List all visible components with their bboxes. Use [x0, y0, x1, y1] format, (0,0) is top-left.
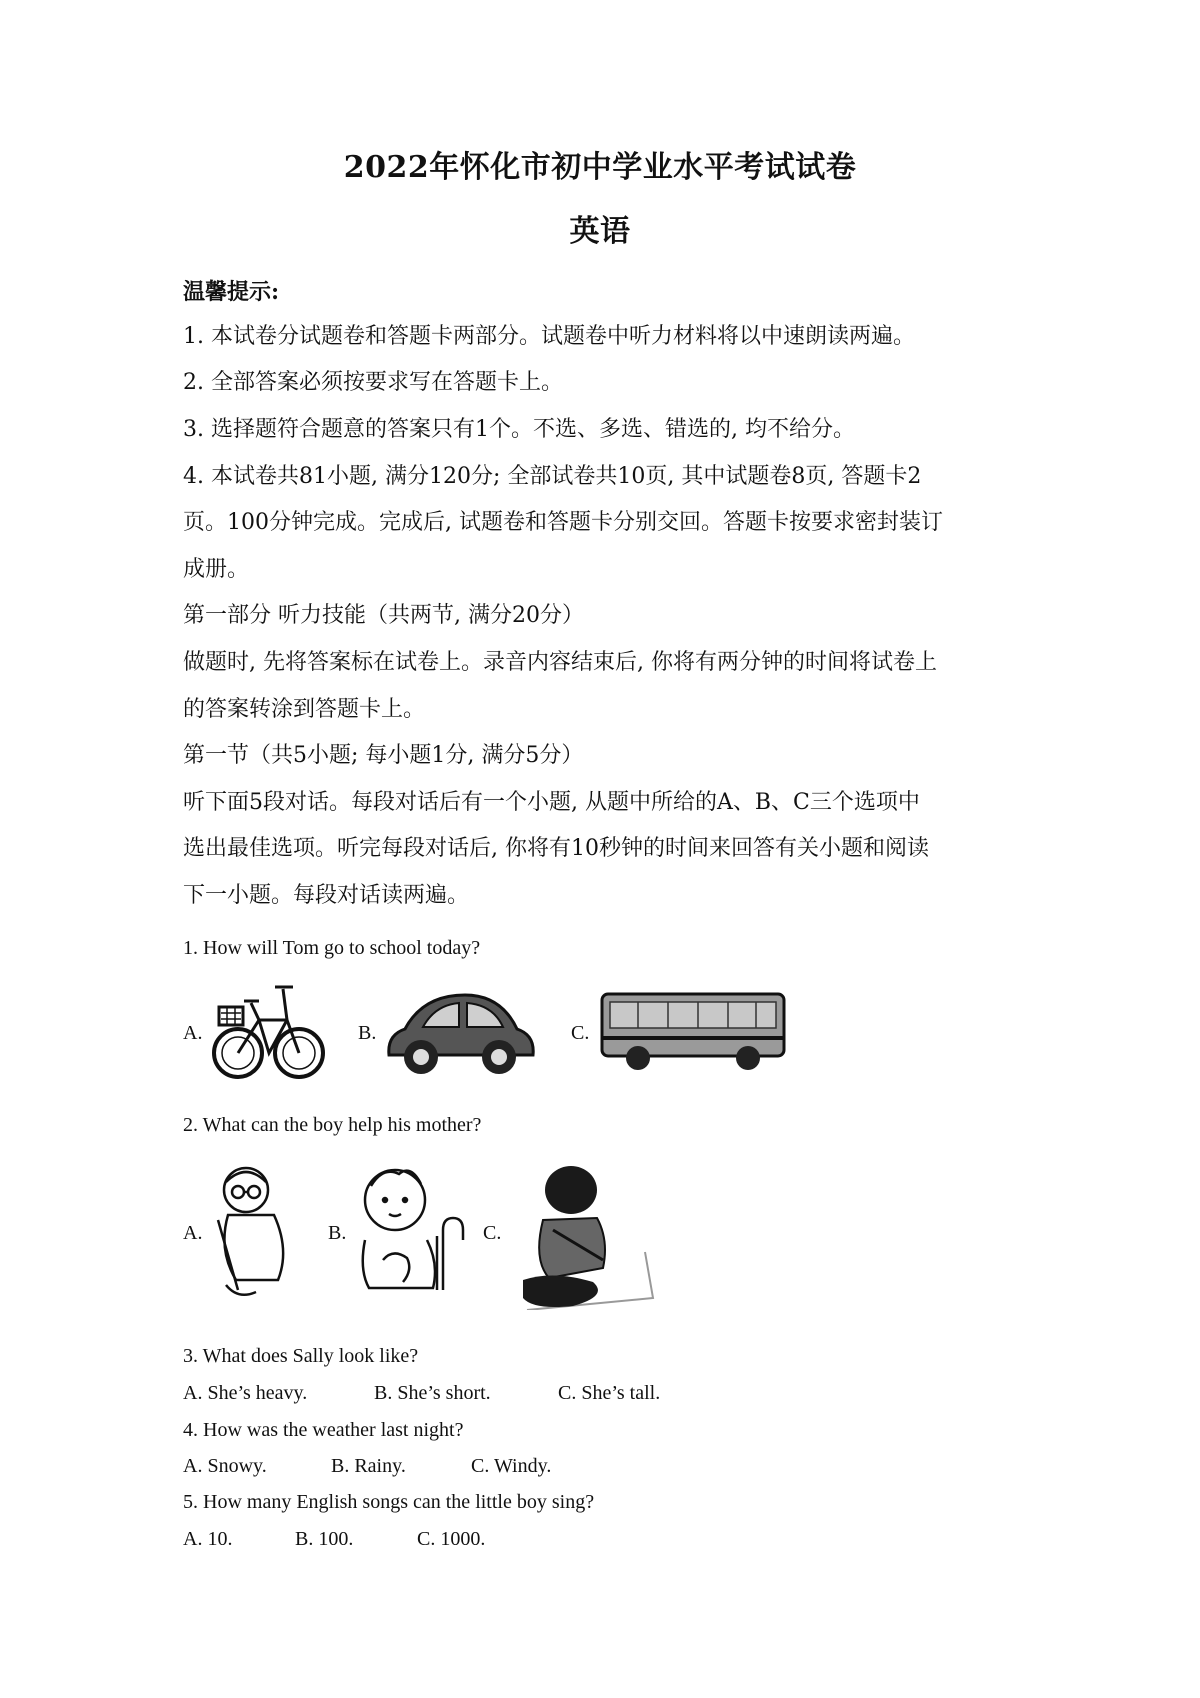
option-b: B. Rainy.	[331, 1455, 406, 1477]
question-2: 2. What can the boy help his mother?	[183, 1114, 482, 1136]
option-a: A. She’s heavy.	[183, 1382, 308, 1404]
question-4: 4. How was the weather last night?	[183, 1419, 464, 1441]
section1-instruction-3: 下一小题。每段对话读两遍。	[183, 883, 470, 908]
option-c: C. 1000.	[417, 1528, 486, 1550]
notice-line-1: 1. 本试卷分试题卷和答题卡两部分。试题卷中听力材料将以中速朗读两遍。	[183, 324, 915, 349]
subject-title: 英语	[569, 214, 631, 249]
option-a: A. 10.	[183, 1528, 233, 1550]
question-3: 3. What does Sally look like?	[183, 1345, 419, 1367]
option-c: C. Windy.	[471, 1455, 552, 1477]
notice-line-3: 3. 选择题符合题意的答案只有1个。不选、多选、错选的, 均不给分。	[183, 417, 855, 442]
question-4-options	[183, 1453, 883, 1479]
part1-instruction-1: 做题时, 先将答案标在试卷上。录音内容结束后, 你将有两分钟的时间将试卷上	[183, 650, 937, 675]
option-a: A. Snowy.	[183, 1455, 267, 1477]
option-c-label: C.	[483, 1222, 502, 1244]
boy-cleaning-floor-icon	[513, 1160, 658, 1310]
bicycle-icon	[211, 975, 326, 1085]
notice-line-2: 2. 全部答案必须按要求写在答题卡上。	[183, 370, 563, 395]
option-c-label: C.	[571, 1022, 590, 1044]
boy-sweeping-icon	[208, 1160, 298, 1300]
question-1-options	[183, 975, 883, 1085]
question-1: 1. How will Tom go to school today?	[183, 937, 481, 959]
car-icon	[383, 985, 538, 1080]
option-c: C. She’s tall.	[558, 1382, 661, 1404]
section1-instruction-1: 听下面5段对话。每段对话后有一个小题, 从题中所给的A、B、C三个选项中	[183, 790, 920, 815]
question-5-options	[183, 1526, 883, 1552]
question-3-options	[183, 1380, 883, 1406]
notice-heading: 温馨提示:	[183, 279, 280, 305]
option-b-label: B.	[328, 1222, 347, 1244]
notice-line-4: 4. 本试卷共81小题, 满分120分; 全部试卷共10页, 其中试题卷8页, 答题卡2	[183, 464, 922, 489]
option-a-label: A.	[183, 1222, 203, 1244]
part1-heading: 第一部分 听力技能（共两节, 满分20分）	[183, 603, 584, 628]
question-2-options	[183, 1160, 883, 1310]
option-b: B. 100.	[295, 1528, 354, 1550]
part1-instruction-2: 的答案转涂到答题卡上。	[183, 697, 426, 722]
notice-line-6: 成册。	[183, 557, 250, 582]
notice-line-5: 页。100分钟完成。完成后, 试题卷和答题卡分别交回。答题卡按要求密封装订	[183, 510, 943, 535]
option-b-label: B.	[358, 1022, 377, 1044]
boy-washing-dishes-icon	[353, 1160, 468, 1300]
bus-icon	[598, 990, 788, 1075]
option-b: B. She’s short.	[374, 1382, 491, 1404]
option-a-label: A.	[183, 1022, 203, 1044]
section1-instruction-2: 选出最佳选项。听完每段对话后, 你将有10秒钟的时间来回答有关小题和阅读	[183, 836, 929, 861]
exam-title: 2022年怀化市初中学业水平考试试卷	[343, 150, 857, 185]
section1-heading: 第一节（共5小题; 每小题1分, 满分5分）	[183, 743, 584, 768]
question-5: 5. How many English songs can the little boy sing?	[183, 1491, 595, 1513]
